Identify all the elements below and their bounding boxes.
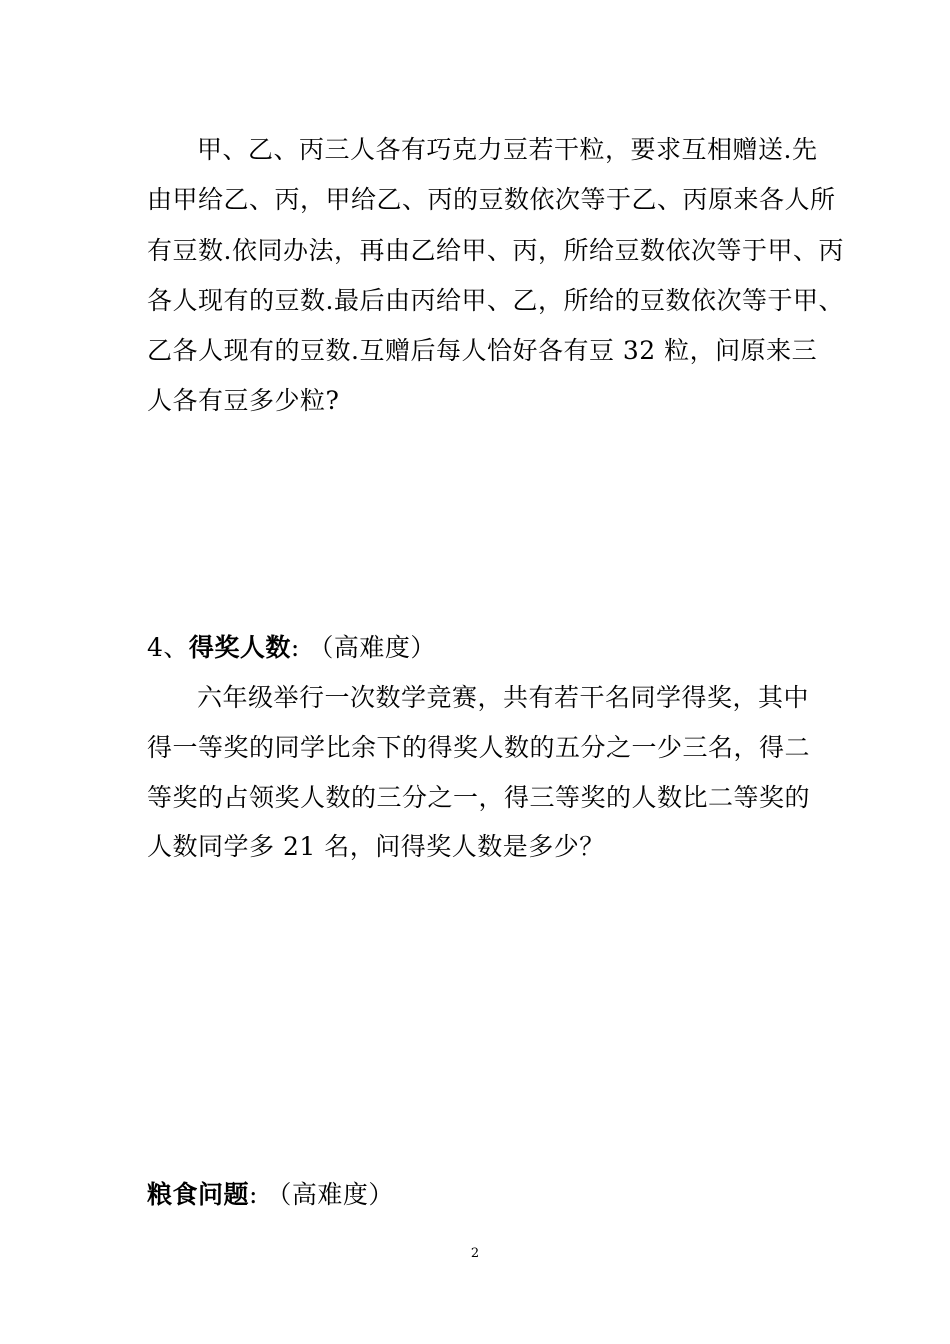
problem4-difficulty: （高难度）: [308, 633, 436, 662]
problem3-line-5: 乙各人现有的豆数.互赠后每人恰好各有豆 32 粒，问原来三: [147, 336, 818, 365]
problem4-line-4: 人数同学多 21 名，问得奖人数是多少？: [147, 832, 605, 861]
problem5-colon: :: [249, 1180, 258, 1209]
problem3-line-4: 各人现有的豆数.最后由丙给甲、乙，所给的豆数依次等于甲、: [147, 286, 844, 315]
problem5-title: 粮食问题: [147, 1180, 250, 1209]
problem4-line-2: 得一等奖的同学比余下的得奖人数的五分之一少三名，得二: [147, 733, 811, 762]
problem4-line-1: 六年级举行一次数学竞赛，共有若干名同学得奖，其中: [197, 683, 810, 712]
problem4-line-3: 等奖的占领奖人数的三分之一，得三等奖的人数比二等奖的: [147, 783, 811, 812]
problem4-title: 得奖人数: [188, 633, 291, 662]
problem4-colon: :: [290, 633, 300, 662]
problem3-line-1: 甲、乙、丙三人各有巧克力豆若干粒，要求互相赠送.先: [197, 135, 818, 164]
problem4-heading: [147, 633, 436, 663]
problem3-line-6: 人各有豆多少粒?: [147, 386, 340, 415]
page-number: 2: [470, 1246, 480, 1261]
problem5-difficulty: （高难度）: [266, 1180, 394, 1209]
problem3-line-2: 由甲给乙、丙，甲给乙、丙的豆数依次等于乙、丙原来各人所: [147, 185, 836, 214]
problem5-heading: [147, 1180, 394, 1210]
problem4-number: 4、: [147, 633, 189, 662]
problem3-line-3: 有豆数.依同办法，再由乙给甲、丙，所给豆数依次等于甲、丙: [147, 236, 844, 265]
